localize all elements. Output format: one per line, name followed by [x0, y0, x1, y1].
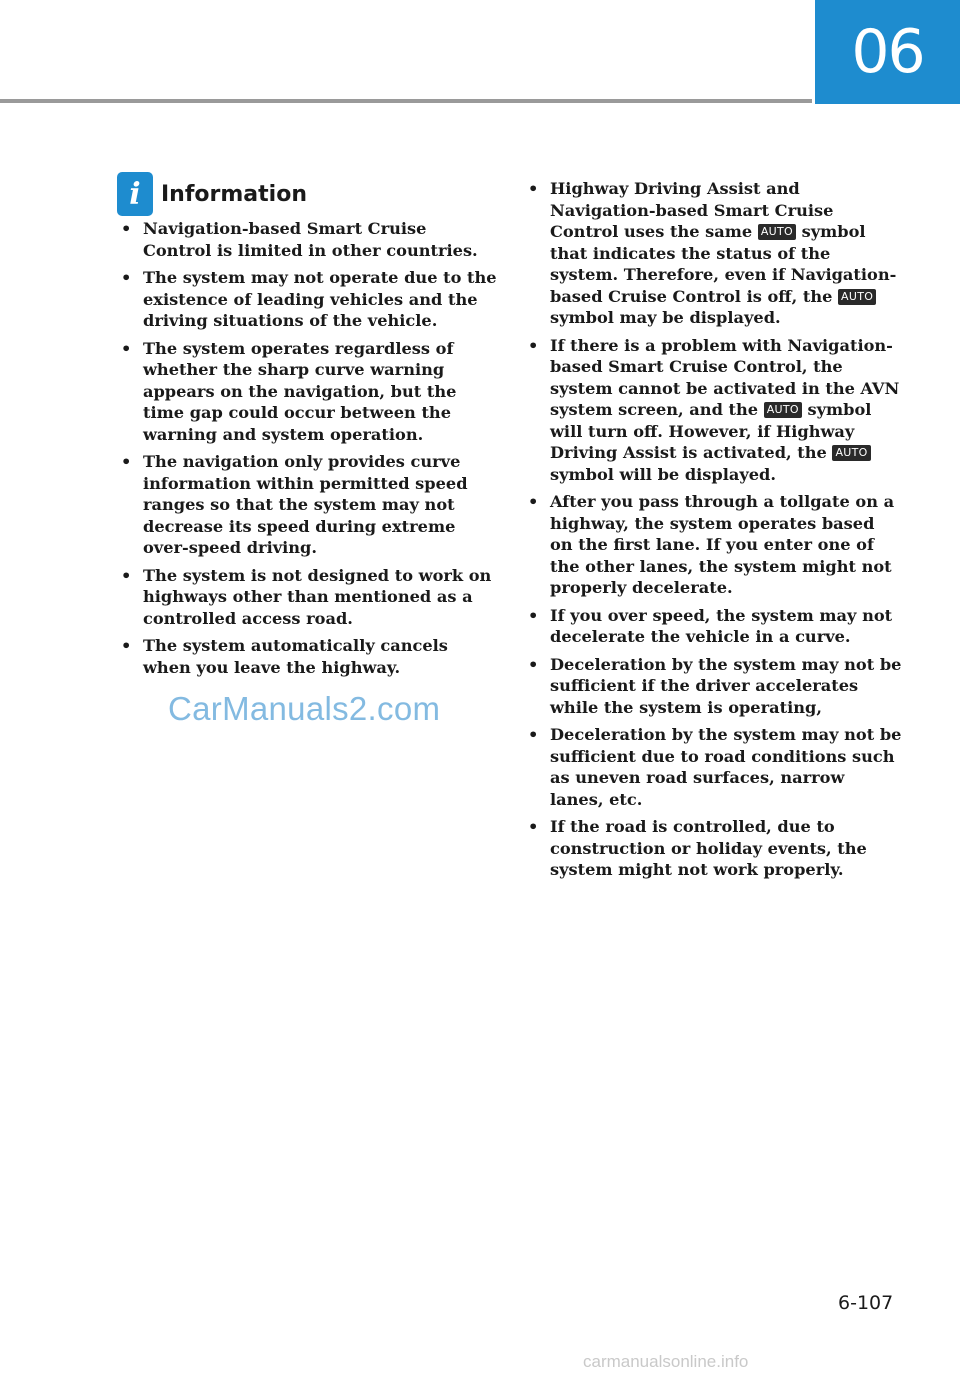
chapter-number: 06: [851, 17, 924, 87]
item-text: If there is a problem with Navigation-based Smart Cruise Control, the system cannot be activated in the AVN system screen, and the: [550, 335, 900, 419]
list-item: • Deceleration by the system may not be sufficient due to road conditions such as uneven road surfaces, narrow lanes, etc.: [524, 724, 902, 810]
page-number: 6-107: [838, 1292, 894, 1314]
item-text: symbol may be displayed.: [550, 308, 781, 327]
list-item: [524, 335, 902, 486]
auto-symbol-icon: AUTO: [832, 445, 870, 461]
information-header: [117, 172, 307, 216]
list-item: • Deceleration by the system may not be sufficient if the driver accelerates while the system is operating,: [524, 654, 902, 719]
list-item: • After you pass through a tollgate on a highway, the system operates based on the first lane. If you enter one of the other lanes, the system might not properly decelerate.: [524, 491, 902, 599]
list-item: • Navigation-based Smart Cruise Control is limited in other countries.: [117, 218, 497, 261]
information-list: [117, 218, 497, 684]
header-rule: [0, 99, 812, 103]
watermark: CarManuals2.com: [168, 690, 441, 727]
footer-watermark: carmanualsonline.info: [583, 1352, 749, 1371]
list-item: • The system automatically cancels when you leave the highway.: [117, 635, 497, 678]
auto-symbol-icon: AUTO: [838, 289, 876, 305]
list-item: • The navigation only provides curve information within permitted speed ranges so that the system may not decrease its speed during extreme over-speed driving.: [117, 451, 497, 559]
auto-symbol-icon: AUTO: [758, 224, 796, 240]
item-text: symbol will turn off. However, if Highway Driving Assist is activated, the: [550, 400, 872, 462]
list-item: • The system is not designed to work on highways other than mentioned as a controlled access road.: [117, 565, 497, 630]
information-title: Information: [161, 181, 307, 207]
item-text: symbol will be displayed.: [550, 464, 777, 484]
auto-symbol-icon: AUTO: [764, 402, 802, 418]
list-item: [524, 178, 902, 329]
chapter-tab: [815, 0, 960, 104]
list-item: • If you over speed, the system may not decelerate the vehicle in a curve.: [524, 605, 902, 648]
list-item: • The system may not operate due to the existence of leading vehicles and the driving situations of the vehicle.: [117, 267, 497, 332]
item-text: Highway Driving Assist and Navigation-based Smart Cruise Control uses the same: [550, 179, 834, 241]
list-item: • The system operates regardless of whether the sharp curve warning appears on the navigation, but the time gap could occur between the warning and system operation.: [117, 338, 497, 446]
list-item: • If the road is controlled, due to construction or holiday events, the system might not work properly.: [524, 816, 902, 881]
item-text: symbol that indicates the status of the system. Therefore, even if Navigation-based Cruise Control is off, the: [550, 222, 897, 306]
info-icon: i: [117, 172, 153, 216]
notes-list: [524, 178, 902, 887]
